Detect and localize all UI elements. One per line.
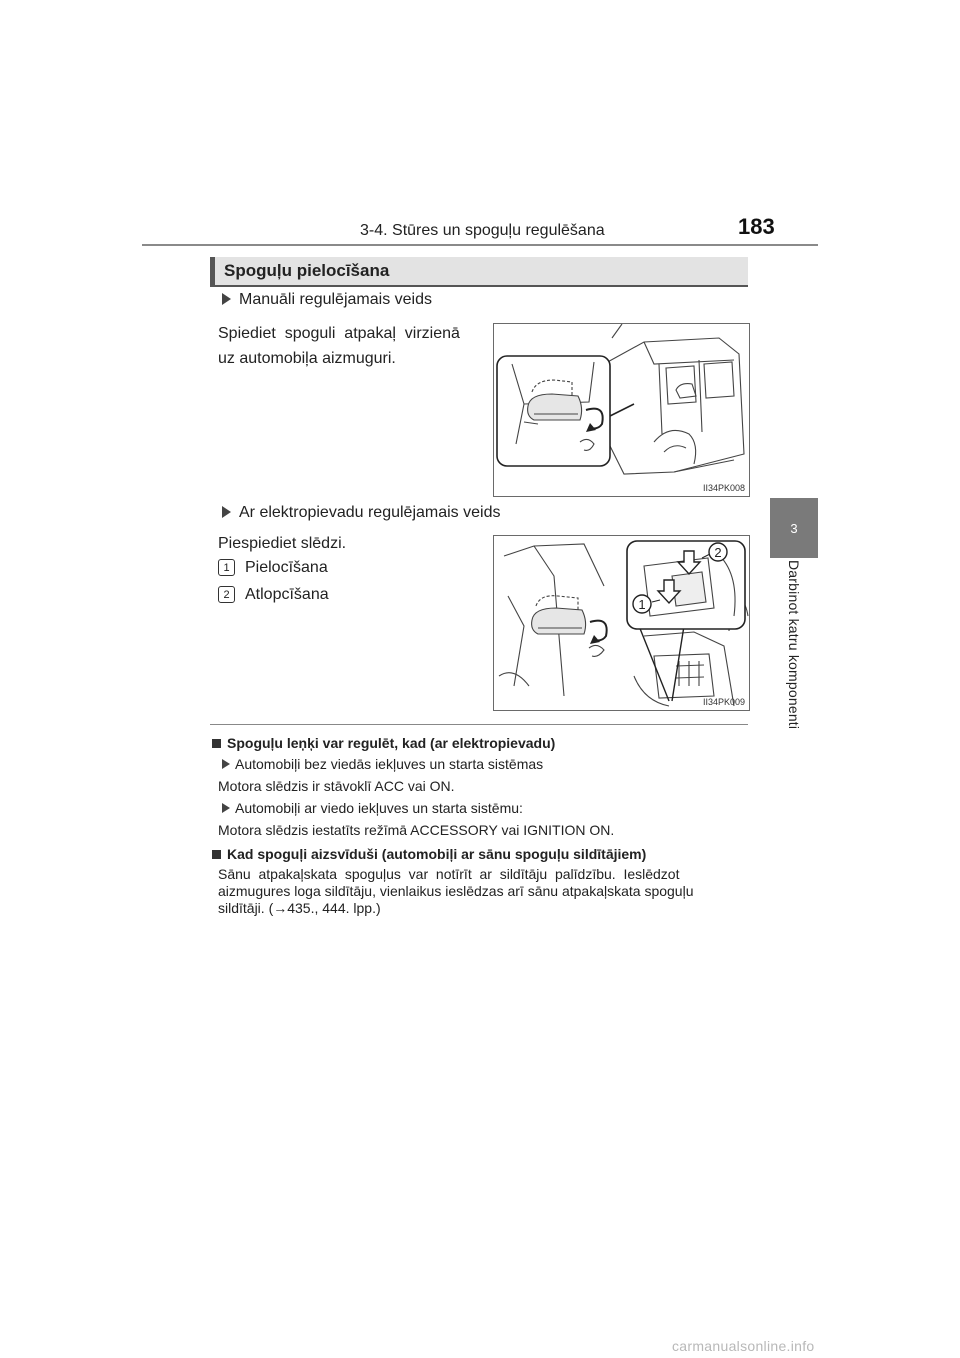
number-1-icon: 1: [218, 559, 235, 576]
note-heading-fogged: [212, 846, 646, 862]
electric-fold-figure: [493, 535, 750, 711]
section-bar-accent: [210, 257, 215, 285]
manual-instruction-line2: uz automobiļa aizmuguri.: [218, 350, 396, 367]
electric-type-heading-text: Ar elektropievadu regulējamais veids: [239, 504, 501, 521]
note-heading-adjust-text: Spoguļu leņķi var regulēt, kad (ar elektropievadu): [227, 735, 556, 751]
manual-type-heading-text: Manuāli regulējamais veids: [239, 291, 432, 308]
list-item-fold: [218, 559, 328, 577]
note-heading-fogged-text: Kad spoguļi aizsvīduši (automobiļi ar sānu spoguļu sildītājiem): [227, 846, 647, 862]
list-item-unfold: [218, 586, 329, 604]
watermark: carmanualsonline.info: [672, 1338, 815, 1354]
section-title: Spoguļu pielocīšana: [224, 261, 390, 280]
note-sub-smart-entry: [222, 800, 523, 816]
section-title-bar: [210, 257, 748, 287]
list-item-fold-label: Pielocīšana: [245, 559, 328, 576]
figure-code-electric: II34PK009: [702, 697, 745, 707]
callout-2: 2: [714, 545, 722, 560]
chapter-tab-number: 3: [790, 520, 798, 536]
figure-code-manual: II34PK008: [702, 483, 745, 493]
arrow-bullet-icon: [222, 759, 230, 769]
electric-instruction: Piespiediet slēdzi.: [218, 535, 347, 552]
manual-fold-illustration: [494, 324, 749, 496]
note-sub-no-smart-entry-text: Automobiļi bez viedās iekļuves un starta sistēmas: [235, 756, 544, 772]
manual-type-heading: [222, 291, 432, 309]
electric-type-heading: [222, 504, 500, 522]
header-divider: [142, 244, 818, 246]
manual-fold-figure: [493, 323, 750, 497]
note-text-acc-on: Motora slēdzis ir stāvoklī ACC vai ON.: [218, 778, 455, 794]
arrow-bullet-icon: [222, 293, 231, 305]
note-text-defogger-line3: sildītāji. (→435., 444. lpp.): [218, 900, 381, 916]
square-bullet-icon: [212, 850, 221, 859]
number-2-icon: 2: [218, 586, 235, 603]
note-sub-smart-entry-text: Automobiļi ar viedo iekļuves un starta sistēmu:: [235, 800, 523, 816]
header-section-title: 3-4. Stūres un spoguļu regulēšana: [360, 222, 605, 239]
arrow-bullet-icon: [222, 803, 230, 813]
note-text-defogger: [218, 866, 748, 917]
electric-fold-illustration: [494, 536, 749, 710]
callout-1: 1: [638, 597, 646, 612]
list-item-unfold-label: Atlopcīšana: [245, 586, 329, 603]
note-text-accessory-ignition: Motora slēdzis iestatīts režīmā ACCESSORY vai IGNITION ON.: [218, 822, 615, 838]
note-sub-no-smart-entry: [222, 756, 543, 772]
manual-instruction: [218, 321, 482, 371]
chapter-tab-label: Darbinot katru komponenti: [786, 560, 802, 730]
square-bullet-icon: [212, 739, 221, 748]
page-number: 183: [738, 214, 775, 239]
chapter-tab: [770, 498, 818, 558]
notes-divider: [210, 724, 748, 725]
note-text-defogger-line2: aizmugures loga sildītāju, vienlaikus ieslēdzas arī sānu atpakaļskata spoguļu: [218, 883, 694, 899]
note-text-defogger-line1: Sānu atpakaļskata spoguļus var notīrīt ar sildītāju palīdzību. Ieslēdzot: [218, 866, 680, 882]
note-heading-adjust: [212, 735, 555, 751]
manual-instruction-line1: Spiediet spoguli atpakaļ virzienā: [218, 325, 460, 342]
arrow-bullet-icon: [222, 506, 231, 518]
